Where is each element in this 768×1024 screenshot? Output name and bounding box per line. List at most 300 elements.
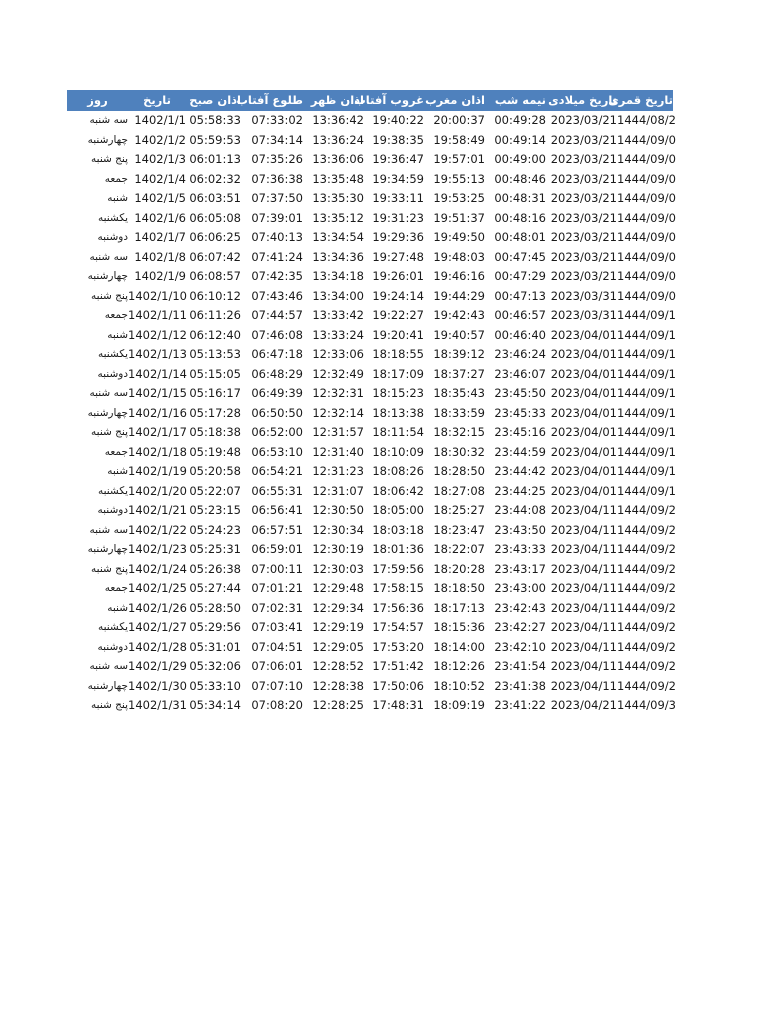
header-fajr: اذان صبح [189, 93, 241, 107]
cell-sunrise: 07:36:38 [251, 171, 303, 186]
cell-maghrib: 18:10:52 [433, 678, 485, 693]
cell-maghrib: 18:12:26 [433, 659, 485, 673]
cell-hijri: 1444/09/2 [617, 561, 676, 576]
cell-fajr: 05:31:01 [189, 639, 241, 654]
cell-dhuhr: 12:31:07 [312, 483, 364, 498]
cell-gregorian: 2023/03/31 [550, 308, 617, 322]
cell-fajr: 06:06:25 [189, 230, 241, 244]
cell-dhuhr: 12:28:25 [312, 698, 364, 712]
cell-day: سه شنبه [89, 387, 128, 399]
cell-sunset: 17:59:56 [372, 561, 424, 576]
cell-sunrise: 06:47:18 [251, 347, 303, 361]
header-midnight: نیمه شب [494, 93, 546, 107]
cell-dhuhr: 12:31:57 [312, 425, 364, 439]
cell-sunrise: 06:48:29 [251, 366, 303, 381]
cell-maghrib: 18:28:50 [433, 464, 485, 478]
cell-sunrise: 07:34:14 [251, 132, 303, 147]
table-row [67, 306, 676, 326]
cell-midnight: 00:48:01 [494, 230, 546, 244]
cell-day: دوشنبه [97, 231, 128, 243]
cell-day: پنج شنبه [91, 426, 128, 438]
cell-midnight: 00:47:45 [494, 249, 546, 264]
cell-fajr: 05:29:56 [189, 620, 241, 634]
table-body [67, 111, 676, 716]
cell-gregorian: 2023/04/11 [550, 639, 617, 654]
cell-day: شنبه [107, 192, 128, 204]
cell-day: سه شنبه [89, 114, 128, 126]
cell-hijri: 1444/09/2 [617, 600, 676, 615]
table-row [67, 111, 676, 131]
cell-sunset: 19:31:23 [372, 210, 424, 225]
cell-dhuhr: 13:36:42 [312, 113, 364, 127]
prayer-times-table [67, 90, 676, 716]
cell-hijri: 1444/09/2 [617, 581, 676, 595]
cell-dhuhr: 13:33:42 [312, 308, 364, 322]
table-row [67, 443, 676, 463]
cell-midnight: 00:49:00 [494, 152, 546, 166]
cell-dhuhr: 12:30:19 [312, 542, 364, 556]
header-maghrib: اذان مغرب [425, 93, 485, 107]
cell-gregorian: 2023/04/11 [550, 561, 617, 576]
cell-maghrib: 19:44:29 [433, 288, 485, 303]
cell-gregorian: 2023/04/11 [550, 659, 617, 673]
cell-sunset: 18:06:42 [372, 483, 424, 498]
cell-fajr: 06:03:51 [189, 191, 241, 205]
cell-date: 1402/1/6 [134, 210, 186, 225]
cell-sunrise: 06:49:39 [251, 386, 303, 400]
table-row [67, 423, 676, 443]
cell-midnight: 00:47:29 [494, 269, 546, 283]
table-row [67, 248, 676, 268]
cell-day: چهارشنبه [87, 133, 128, 146]
cell-day: سه شنبه [89, 250, 128, 263]
cell-date: 1402/1/27 [128, 620, 187, 634]
cell-midnight: 23:46:24 [494, 347, 546, 361]
cell-date: 1402/1/10 [128, 288, 187, 303]
table-row [67, 170, 676, 190]
cell-hijri: 1444/09/3 [617, 698, 676, 712]
cell-sunrise: 06:59:01 [251, 542, 303, 556]
cell-dhuhr: 13:34:54 [312, 230, 364, 244]
cell-hijri: 1444/09/1 [617, 327, 676, 342]
cell-hijri: 1444/09/1 [617, 405, 676, 420]
cell-date: 1402/1/28 [128, 639, 187, 654]
cell-midnight: 00:48:16 [494, 210, 546, 225]
cell-gregorian: 2023/03/31 [550, 288, 617, 303]
cell-midnight: 23:45:50 [494, 386, 546, 400]
cell-gregorian: 2023/03/21 [550, 269, 617, 283]
cell-fajr: 06:12:40 [189, 327, 241, 342]
cell-date: 1402/1/21 [128, 503, 187, 517]
cell-sunrise: 07:02:31 [251, 600, 303, 615]
cell-dhuhr: 12:33:06 [312, 347, 364, 361]
table-row [67, 384, 676, 404]
cell-midnight: 23:44:25 [494, 483, 546, 498]
cell-hijri: 1444/09/1 [617, 347, 676, 361]
cell-midnight: 23:45:16 [494, 425, 546, 439]
cell-dhuhr: 13:36:06 [312, 152, 364, 166]
cell-midnight: 23:46:07 [494, 366, 546, 381]
cell-hijri: 1444/09/2 [617, 542, 676, 556]
table-row [67, 540, 676, 560]
cell-sunset: 17:50:06 [372, 678, 424, 693]
header-dhuhr: اذان ظهر [310, 93, 364, 107]
cell-midnight: 23:45:33 [494, 405, 546, 420]
cell-date: 1402/1/19 [128, 464, 187, 478]
cell-day: چهارشنبه [87, 270, 128, 282]
cell-hijri: 1444/09/2 [617, 620, 676, 634]
cell-fajr: 06:07:42 [189, 249, 241, 264]
cell-midnight: 00:46:40 [494, 327, 546, 342]
cell-date: 1402/1/23 [128, 542, 187, 556]
cell-dhuhr: 12:32:31 [312, 386, 364, 400]
cell-date: 1402/1/15 [128, 386, 187, 400]
cell-gregorian: 2023/04/21 [550, 698, 617, 712]
cell-dhuhr: 12:30:34 [312, 522, 364, 537]
cell-sunset: 19:40:22 [372, 113, 424, 127]
cell-dhuhr: 12:30:50 [312, 503, 364, 517]
cell-midnight: 23:43:50 [494, 522, 546, 537]
cell-maghrib: 18:15:36 [433, 620, 485, 634]
cell-hijri: 1444/09/1 [617, 464, 676, 478]
cell-gregorian: 2023/04/11 [550, 581, 617, 595]
cell-hijri: 1444/09/0 [617, 191, 676, 205]
cell-date: 1402/1/26 [128, 600, 187, 615]
cell-date: 1402/1/31 [128, 698, 187, 712]
cell-maghrib: 18:20:28 [433, 561, 485, 576]
cell-maghrib: 18:25:27 [433, 503, 485, 517]
cell-day: سه شنبه [89, 523, 128, 536]
cell-maghrib: 18:32:15 [433, 425, 485, 439]
cell-fajr: 05:28:50 [189, 600, 241, 615]
cell-dhuhr: 13:34:00 [312, 288, 364, 303]
cell-maghrib: 18:30:32 [433, 444, 485, 459]
cell-date: 1402/1/25 [128, 581, 187, 595]
cell-fajr: 05:24:23 [189, 522, 241, 537]
cell-date: 1402/1/12 [128, 327, 187, 342]
cell-day: یکشنبه [97, 211, 128, 224]
cell-dhuhr: 13:33:24 [312, 327, 364, 342]
header-hijri: تاریخ قمری [608, 93, 673, 107]
cell-sunset: 19:20:41 [372, 327, 424, 342]
cell-fajr: 05:33:10 [189, 678, 241, 693]
cell-maghrib: 18:39:12 [433, 347, 485, 361]
cell-maghrib: 19:48:03 [433, 249, 485, 264]
cell-fajr: 05:22:07 [189, 483, 241, 498]
header-day: روز [87, 93, 108, 107]
cell-sunrise: 06:53:10 [251, 444, 303, 459]
cell-gregorian: 2023/03/21 [550, 191, 617, 205]
cell-maghrib: 19:53:25 [433, 191, 485, 205]
cell-hijri: 1444/09/0 [617, 230, 676, 244]
table-row [67, 287, 676, 307]
cell-gregorian: 2023/03/21 [550, 171, 617, 186]
cell-midnight: 23:41:22 [494, 698, 546, 712]
cell-maghrib: 19:46:16 [433, 269, 485, 283]
cell-day: یکشنبه [97, 348, 128, 360]
cell-day: شنبه [107, 328, 128, 341]
cell-gregorian: 2023/04/01 [550, 464, 617, 478]
cell-dhuhr: 12:32:14 [312, 405, 364, 420]
table-row [67, 521, 676, 541]
table-row [67, 365, 676, 385]
cell-dhuhr: 12:29:48 [312, 581, 364, 595]
cell-sunrise: 06:52:00 [251, 425, 303, 439]
header-date: تاریخ [143, 93, 171, 107]
cell-hijri: 1444/09/2 [617, 678, 676, 693]
cell-day: دوشنبه [97, 640, 128, 653]
cell-sunrise: 07:46:08 [251, 327, 303, 342]
cell-sunrise: 07:06:01 [251, 659, 303, 673]
cell-midnight: 23:43:17 [494, 561, 546, 576]
cell-dhuhr: 12:28:52 [312, 659, 364, 673]
cell-sunset: 17:56:36 [372, 600, 424, 615]
cell-date: 1402/1/3 [134, 152, 186, 166]
cell-gregorian: 2023/03/21 [550, 132, 617, 147]
cell-midnight: 23:44:59 [494, 444, 546, 459]
table-row [67, 501, 676, 521]
cell-day: شنبه [107, 465, 128, 477]
cell-date: 1402/1/29 [128, 659, 187, 673]
cell-sunset: 18:01:36 [372, 542, 424, 556]
cell-fajr: 05:27:44 [189, 581, 241, 595]
cell-hijri: 1444/09/0 [617, 249, 676, 264]
cell-hijri: 1444/09/0 [617, 171, 676, 186]
cell-dhuhr: 12:29:19 [312, 620, 364, 634]
cell-sunset: 17:58:15 [372, 581, 424, 595]
cell-fajr: 06:11:26 [189, 308, 241, 322]
cell-dhuhr: 12:32:49 [312, 366, 364, 381]
cell-day: پنج شنبه [91, 699, 128, 711]
cell-sunrise: 07:40:13 [251, 230, 303, 244]
table-row [67, 345, 676, 365]
cell-hijri: 1444/09/1 [617, 366, 676, 381]
cell-sunrise: 07:07:10 [251, 678, 303, 693]
table-row [67, 462, 676, 482]
cell-date: 1402/1/13 [128, 347, 187, 361]
cell-sunset: 18:17:09 [372, 366, 424, 381]
table-row [67, 638, 676, 658]
cell-sunset: 19:26:01 [372, 269, 424, 283]
cell-sunrise: 07:41:24 [251, 249, 303, 264]
cell-maghrib: 19:55:13 [433, 171, 485, 186]
cell-maghrib: 18:27:08 [433, 483, 485, 498]
cell-maghrib: 19:49:50 [433, 230, 485, 244]
cell-dhuhr: 12:30:03 [312, 561, 364, 576]
cell-gregorian: 2023/03/21 [550, 152, 617, 166]
cell-gregorian: 2023/04/11 [550, 600, 617, 615]
cell-sunset: 17:54:57 [372, 620, 424, 634]
cell-maghrib: 19:42:43 [433, 308, 485, 322]
cell-date: 1402/1/1 [134, 113, 186, 127]
cell-gregorian: 2023/03/21 [550, 113, 617, 127]
cell-midnight: 23:44:08 [494, 503, 546, 517]
cell-maghrib: 19:58:49 [433, 132, 485, 147]
cell-fajr: 05:58:33 [189, 113, 241, 127]
cell-sunset: 18:11:54 [372, 425, 424, 439]
cell-midnight: 23:43:00 [494, 581, 546, 595]
cell-dhuhr: 13:36:24 [312, 132, 364, 147]
cell-day: جمعه [104, 309, 128, 321]
cell-maghrib: 19:40:57 [433, 327, 485, 342]
cell-dhuhr: 12:28:38 [312, 678, 364, 693]
cell-date: 1402/1/17 [128, 425, 187, 439]
cell-hijri: 1444/09/2 [617, 659, 676, 673]
cell-sunrise: 06:57:51 [251, 522, 303, 537]
cell-maghrib: 20:00:37 [433, 113, 485, 127]
cell-sunset: 19:33:11 [372, 191, 424, 205]
cell-day: یکشنبه [97, 484, 128, 497]
cell-gregorian: 2023/04/11 [550, 503, 617, 517]
cell-sunrise: 07:04:51 [251, 639, 303, 654]
cell-sunrise: 07:42:35 [251, 269, 303, 283]
cell-sunset: 19:27:48 [372, 249, 424, 264]
cell-maghrib: 19:57:01 [433, 152, 485, 166]
cell-hijri: 1444/09/2 [617, 522, 676, 537]
cell-maghrib: 18:14:00 [433, 639, 485, 654]
cell-sunrise: 07:33:02 [251, 113, 303, 127]
cell-date: 1402/1/5 [134, 191, 186, 205]
cell-maghrib: 18:17:13 [433, 600, 485, 615]
cell-gregorian: 2023/03/21 [550, 210, 617, 225]
table-row [67, 228, 676, 248]
header-gregorian: تاریخ میلادی [548, 93, 617, 107]
cell-date: 1402/1/20 [128, 483, 187, 498]
cell-sunrise: 06:54:21 [251, 464, 303, 478]
cell-gregorian: 2023/04/01 [550, 327, 617, 342]
cell-gregorian: 2023/04/01 [550, 366, 617, 381]
cell-sunrise: 07:44:57 [251, 308, 303, 322]
cell-gregorian: 2023/04/11 [550, 522, 617, 537]
cell-maghrib: 18:18:50 [433, 581, 485, 595]
cell-day: پنج شنبه [91, 562, 128, 575]
cell-maghrib: 18:37:27 [433, 366, 485, 381]
cell-gregorian: 2023/04/01 [550, 347, 617, 361]
cell-day: جمعه [104, 172, 128, 185]
cell-hijri: 1444/09/1 [617, 386, 676, 400]
table-row [67, 618, 676, 638]
table-row [67, 131, 676, 151]
cell-dhuhr: 12:29:05 [312, 639, 364, 654]
table-row [67, 696, 676, 716]
table-row [67, 189, 676, 209]
cell-date: 1402/1/2 [134, 132, 186, 147]
table-row [67, 677, 676, 697]
cell-midnight: 00:49:14 [494, 132, 546, 147]
cell-sunset: 19:36:47 [372, 152, 424, 166]
cell-gregorian: 2023/04/01 [550, 483, 617, 498]
cell-dhuhr: 13:35:48 [312, 171, 364, 186]
cell-dhuhr: 13:35:12 [312, 210, 364, 225]
cell-sunset: 19:38:35 [372, 132, 424, 147]
cell-gregorian: 2023/04/01 [550, 425, 617, 439]
cell-sunrise: 07:08:20 [251, 698, 303, 712]
table-row [67, 657, 676, 677]
cell-midnight: 00:47:13 [494, 288, 546, 303]
cell-fajr: 06:01:13 [189, 152, 241, 166]
cell-maghrib: 18:23:47 [433, 522, 485, 537]
cell-day: دوشنبه [97, 367, 128, 380]
cell-midnight: 23:41:54 [494, 659, 546, 673]
cell-hijri: 1444/09/0 [617, 152, 676, 166]
cell-fajr: 05:34:14 [189, 698, 241, 712]
cell-sunset: 17:48:31 [372, 698, 424, 712]
cell-sunset: 18:10:09 [372, 444, 424, 459]
cell-midnight: 23:42:27 [494, 620, 546, 634]
cell-sunset: 19:24:14 [372, 288, 424, 303]
cell-hijri: 1444/09/0 [617, 210, 676, 225]
cell-sunset: 18:05:00 [372, 503, 424, 517]
cell-sunset: 18:18:55 [372, 347, 424, 361]
cell-midnight: 23:42:10 [494, 639, 546, 654]
cell-gregorian: 2023/04/11 [550, 678, 617, 693]
cell-dhuhr: 13:34:18 [312, 269, 364, 283]
cell-sunrise: 07:43:46 [251, 288, 303, 303]
cell-hijri: 1444/09/0 [617, 269, 676, 283]
cell-maghrib: 19:51:37 [433, 210, 485, 225]
cell-hijri: 1444/09/1 [617, 308, 676, 322]
cell-sunrise: 07:39:01 [251, 210, 303, 225]
cell-date: 1402/1/11 [128, 308, 187, 322]
cell-maghrib: 18:09:19 [433, 698, 485, 712]
cell-fajr: 05:20:58 [189, 464, 241, 478]
cell-fajr: 05:32:06 [189, 659, 241, 673]
cell-fajr: 05:13:53 [189, 347, 241, 361]
cell-fajr: 05:18:38 [189, 425, 241, 439]
cell-dhuhr: 12:31:40 [312, 444, 364, 459]
cell-hijri: 1444/09/2 [617, 639, 676, 654]
cell-fajr: 05:16:17 [189, 386, 241, 400]
cell-sunrise: 06:56:41 [251, 503, 303, 517]
cell-midnight: 00:49:28 [494, 113, 546, 127]
cell-fajr: 06:08:57 [189, 269, 241, 283]
cell-fajr: 05:23:15 [189, 503, 241, 517]
cell-sunset: 18:03:18 [372, 522, 424, 537]
cell-day: پنج شنبه [91, 153, 128, 165]
cell-hijri: 1444/08/2 [617, 113, 676, 127]
cell-maghrib: 18:22:07 [433, 542, 485, 556]
cell-hijri: 1444/09/0 [617, 288, 676, 303]
cell-hijri: 1444/09/1 [617, 444, 676, 459]
cell-day: پنج شنبه [91, 289, 128, 302]
cell-midnight: 23:44:42 [494, 464, 546, 478]
cell-date: 1402/1/24 [128, 561, 187, 576]
table-row [67, 150, 676, 170]
cell-day: سه شنبه [89, 660, 128, 672]
cell-maghrib: 18:35:43 [433, 386, 485, 400]
cell-gregorian: 2023/04/11 [550, 542, 617, 556]
cell-day: جمعه [104, 582, 128, 594]
cell-date: 1402/1/16 [128, 405, 187, 420]
cell-sunset: 18:15:23 [372, 386, 424, 400]
cell-midnight: 23:42:43 [494, 600, 546, 615]
cell-gregorian: 2023/04/11 [550, 620, 617, 634]
header-sunrise: طلوع آفتاب [236, 93, 303, 107]
cell-hijri: 1444/09/2 [617, 503, 676, 517]
table-row [67, 599, 676, 619]
table-row [67, 579, 676, 599]
cell-sunrise: 07:01:21 [251, 581, 303, 595]
cell-date: 1402/1/7 [134, 230, 186, 244]
cell-gregorian: 2023/04/01 [550, 405, 617, 420]
cell-day: چهارشنبه [87, 679, 128, 692]
cell-fajr: 05:15:05 [189, 366, 241, 381]
cell-date: 1402/1/4 [134, 171, 186, 186]
cell-dhuhr: 12:29:34 [312, 600, 364, 615]
cell-sunset: 19:22:27 [372, 308, 424, 322]
cell-gregorian: 2023/03/21 [550, 249, 617, 264]
cell-fajr: 06:10:12 [189, 288, 241, 303]
